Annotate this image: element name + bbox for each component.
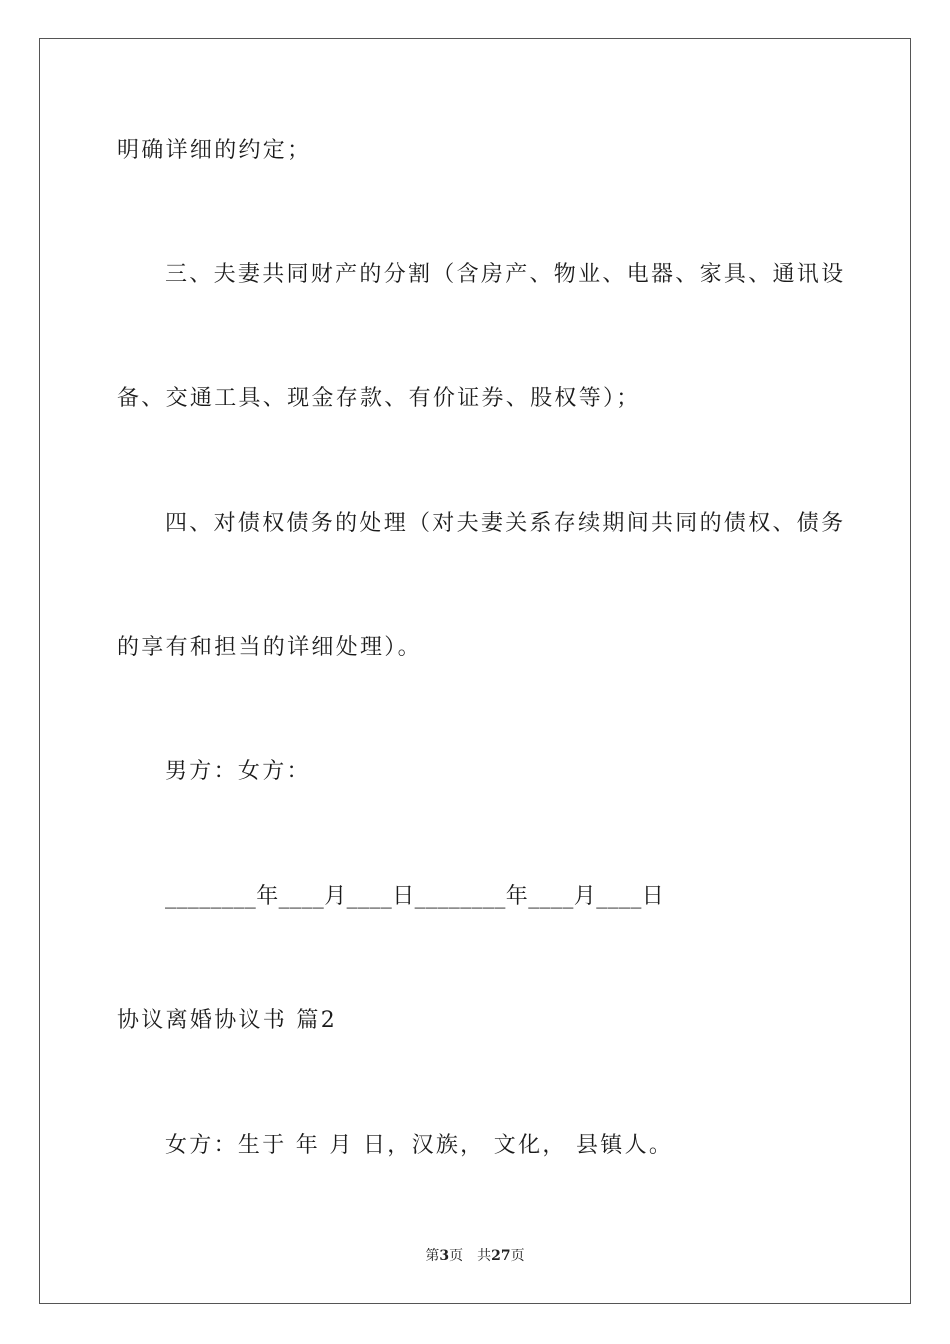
section-heading: 协议离婚协议书 篇2 [117,1008,337,1033]
text-line-1: 明确详细的约定； [117,138,312,163]
page-frame [39,38,911,1304]
text-line-4: 四、对债权债务的处理（对夫妻关系存续期间共同的债权、债务 [165,511,846,536]
text-line-5: 的享有和担当的详细处理）。 [117,635,422,660]
signature-line: 男方：女方： [165,759,311,784]
date-line: ________年____月____日________年____月____日 [165,884,665,909]
text-line-2: 三、夫妻共同财产的分割（含房产、物业、电器、家具、通讯设 [165,262,846,287]
page-footer [0,1246,950,1266]
footer-total-prefix: 共 [477,1248,492,1264]
footer-total-pages: 27 [491,1248,511,1264]
footer-page-word: 页 [449,1248,464,1264]
text-line-9: 女方：生于 年 月 日，汉族， 文化， 县镇人。 [165,1133,674,1158]
footer-total-suffix: 页 [510,1248,525,1264]
text-line-3: 备、交通工具、现金存款、有价证券、股权等）； [117,386,641,411]
footer-current-page: 3 [439,1248,450,1264]
footer-prefix: 第 [425,1248,440,1264]
